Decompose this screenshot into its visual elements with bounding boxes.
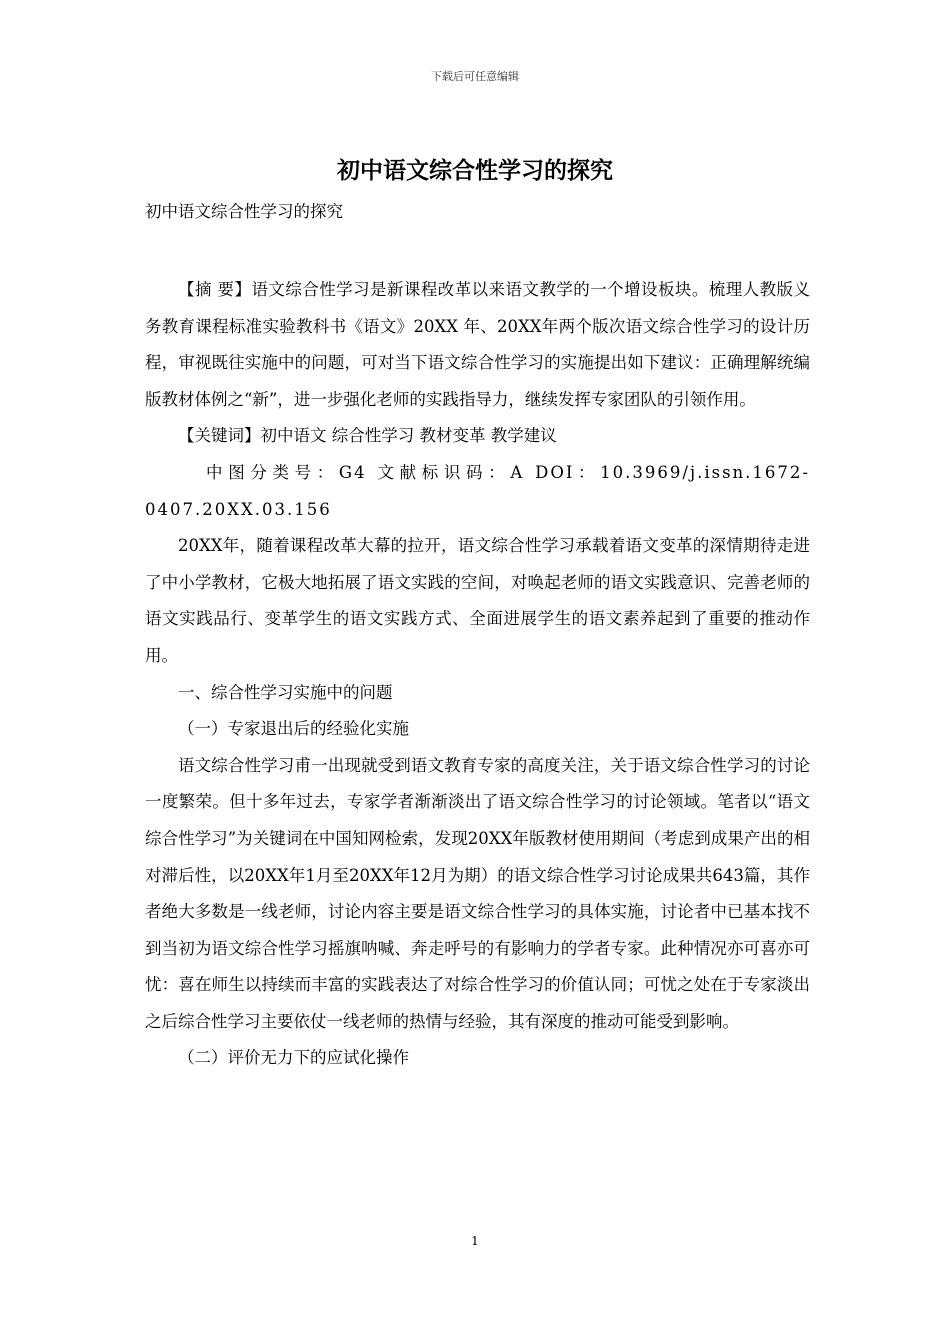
abstract-paragraph: 【摘 要】语文综合性学习是新课程改革以来语文教学的一个增设板块。梳理人教版义务教育课程标准实验教科书《语文》20XX 年、20XX年两个版次语文综合性学习的设计历程，审视既往实施中的问题，可对当下语文综合性学习的实施提出如下建议：正确理解统编版教材体例之“新”，进一步强化老师的实践指导力，继续发挥专家团队的引领作用。 — [145, 280, 810, 409]
page-header-note: 下载后可任意编辑 — [431, 70, 519, 83]
body-paragraph: 语文综合性学习甫一出现就受到语文教育专家的高度关注，关于语文综合性学习的讨论一度繁荣。但十多年过去，专家学者渐渐淡出了语文综合性学习的讨论领域。笔者以“语文综合性学习”为关键词在中国知网检索，发现20XX年版教材使用期间（考虑到成果产出的相对滞后性，以20XX年1月至20XX年12月为期）的语文综合性学习讨论成果共643篇，其作者绝大多数是一线老师，讨论内容主要是语文综合性学习的具体实施，讨论者中已基本找不到当初为语文综合性学习摇旗呐喊、奔走呼号的有影响力的学者专家。此种情况亦可喜亦可忧：喜在师生以持续而丰富的实践表达了对综合性学习的价值认同；可忧之处在于专家淡出之后综合性学习主要依仗一线老师的热情与经验，其有深度的推动可能受到影响。 — [145, 755, 810, 1031]
subsection-heading-2: （二）评价无力下的应试化操作 — [178, 1048, 409, 1068]
section-heading-1: 一、综合性学习实施中的问题 — [178, 682, 393, 702]
document-title: 初中语文综合性学习的探究 — [337, 158, 613, 184]
document-subtitle: 初中语文综合性学习的探究 — [145, 202, 343, 221]
classification-paragraph: 中图分类号：G4 文献标识码：A DOI：10.3969/j.issn.1672-0407.20XX.03.156 — [145, 462, 810, 519]
page-number: 1 — [471, 1234, 479, 1248]
keywords-paragraph: 【关键词】初中语文 综合性学习 教材变革 教学建议 — [178, 426, 557, 446]
intro-paragraph: 20XX年，随着课程改革大幕的拉开，语文综合性学习承载着语文变革的深情期待走进了中小学教材，它极大地拓展了语文实践的空间，对唤起老师的语文实践意识、完善老师的语文实践品行、变革学生的语文实践方式、全面进展学生的语文素养起到了重要的推动作用。 — [145, 536, 810, 665]
document-body — [145, 272, 810, 1077]
subsection-heading-1: （一）专家退出后的经验化实施 — [178, 719, 409, 739]
